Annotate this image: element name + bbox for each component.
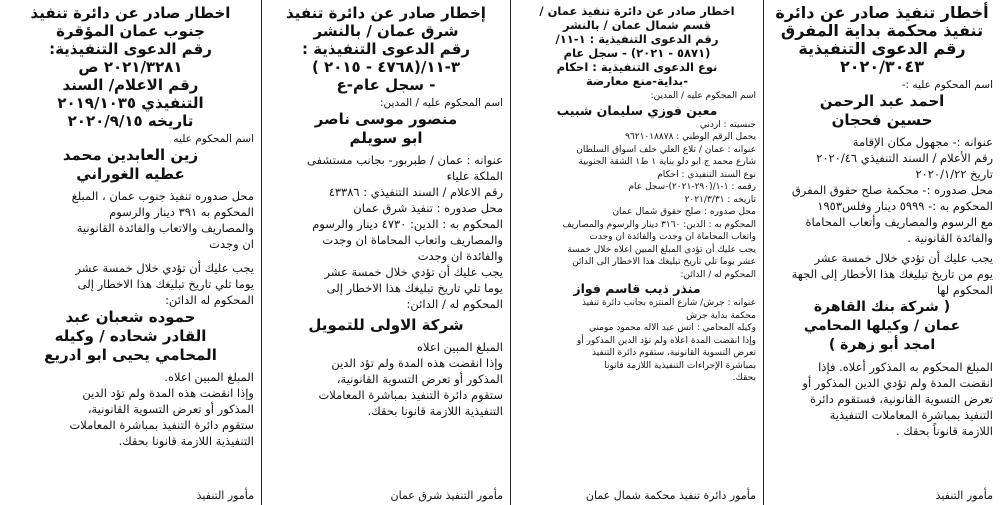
defendant-name: معين فوزي سليمان شبيب — [556, 102, 718, 118]
notice-closing: المبلغ المحكوم به المذكور أعلاه. فإذا انقضت المدة ولم تؤدي الدين المذكور أو تعرض التسوية القانونية، فستقوم دائرة التنفيذ بمباشرة المعاملات التنفيذية اللازمة قانوناً بحقك . — [802, 360, 993, 438]
notice-body: جنسيته : اردني يحمل الرقم الوطني : ٩٦٢١٠١٨٨٧٨ عنوانه : عمان / تلاع العلي خلف اسواق السلطان شارع محمد ج ابو دلو بناية ١ ط١ الشقة الجنوبية نوع السند التنفيذي : احكام رقمه : ١-١/(٢٩٠-٢٠٢١)-سجل عام تاريخه : ٢٠٢١/٣/٣١ محل صدوره : صلح حقوق شمال عمان المحكوم به : الدين: ٣١٦٠ دينار والرسوم والمصاريف واتعاب المحاماة ان وجدت والفائدة ان وجدت يجب عليك أن تؤدي المبلغ المبين اعلاه خلال خمسة عشر يوما تلي تاريخ تبليغك هذا الاخطار الى الدائن المحكوم له / الدائن: — [562, 119, 756, 280]
notice-title: اخطار صادر عن دائرة تنفيذ عمان / قسم شمال عمان / بالنشر رقم الدعوى التنفيذية : ١-١١/ (٥٨٧١ - ٢٠٢١) - سجل عام نوع الدعوى التنفيذية : احكام -بداية-منع معارضة — [539, 4, 735, 88]
notice-signature: مأمور التنفيذ — [935, 489, 993, 502]
notice-column-north-amman — [510, 0, 763, 505]
notice-title: أخطار تنفيذ صادر عن دائرة تنفيذ محكمة بداية المفرق رقم الدعوى التنفيذية ٢٠٢٠/٣٠٤٣ — [775, 3, 989, 76]
defendant-name: زين العابدين محمد عطيه الغوراني — [62, 146, 199, 183]
notice-body: عنوانه :- مجهول مكان الإقامة رقم الأعلام / السند التنفيذي ٢٠٢٠/٤٦ تاريخ ٢٠٢٠/١/٢٢ محل صدوره :- محكمة صلح حقوق المفرق المحكوم به :- ٥٩٩٩ دينار وفلس١٩٥٣ مع الرسوم والمصاريف وأتعاب المحاماة والفائدة القانونية . يجب عليك أن تؤدي خلال خمسة عشر يوم من تاريخ تبليغك هذا الأخطار إلى الجهة المحكوم لها — [791, 135, 993, 297]
creditor-name: حموده شعبان عبد القادر شحاده / وكيله المحامي يحيى ابو ادريع — [44, 308, 217, 364]
creditor-name: شركة الاولى للتمويل — [308, 316, 464, 334]
defendant-label: اسم المحكوم عليه / المدين: — [650, 91, 756, 101]
notice-column-mafraq — [763, 0, 1000, 505]
notice-column-south-amman — [0, 0, 261, 505]
creditor-name: ( شركة بنك القاهرة عمان / وكيلها المحامي امجد أبو زهرة ) — [803, 299, 961, 353]
notice-signature: مأمور دائرة تنفيذ محكمة شمال عمان — [585, 489, 756, 502]
notice-body: محل صدوره تنفيذ جنوب عمان ، المبلغ المحكوم به ٣٩١ دينار والرسوم والمصاريف والاتعاب والفائدة القانونية ان وجدت يجب عليك أن تؤدي خلال خمسة عشر يوما تلي تاريخ تبليغك هذا الاخطار إلى المحكوم له الدائن: — [71, 189, 254, 307]
defendant-label: اسم المحكوم عليه / المدين: — [380, 97, 503, 109]
notice-signature: مأمور التنفيذ شرق عمان — [390, 489, 503, 502]
notice-closing: المبلغ المبين اعلاه. وإذا انقضت هذه المدة ولم تؤد الدين المذكور أو تعرض التسوية القانونية، ستقوم دائرة التنفيذ بمباشرة المعاملات التنفيذية اللازمة قانونا بحقك. — [69, 370, 254, 448]
defendant-name: احمد عبد الرحمن حسين فحجان — [819, 92, 945, 129]
defendant-name: منصور موسى ناصر ابو سويلم — [314, 110, 458, 147]
notice-signature: مأمور التنفيذ — [196, 489, 254, 502]
defendant-label: اسم المحكوم عليه :- — [901, 79, 993, 91]
defendant-label: اسم المحكوم عليه — [173, 133, 254, 145]
notice-body: عنوانه : عمان / طبربور- بجانب مستشفى الملكة علياء رقم الاعلام / السند التنفيذي : ٤٣٣٨٦ محل صدوره : تنفيذ شرق عمان المحكوم به : الدين: ٤٧٣٠ دينار والرسوم والمصاريف واتعاب المحاماة ان وجدت والفائدة ان وجدت يجب عليك أن تؤدي خلال خمسة عشر يوما تلي تاريخ تبليغك هذا الاخطار إلى المحكوم له / الدائن: — [307, 153, 503, 311]
notice-closing: عنوانه : جرش/ شارع المنتزه بجانب دائرة تنفيذ محكمة بداية جرش وكيله المحامي : انس عبد الاله محمود مومني وإذا انقضت المدة اعلاه ولم تؤد الدين المذكور أو تعرض التسوية القانونية، ستقوم دائرة التنفيذ بمباشرة الإجراءات التنفيذية اللازمة قانونا بحقك. — [576, 298, 756, 383]
notice-title: إخطار صادر عن دائرة تنفيذ شرق عمان / بالنشر رقم الدعوى التنفيذية : ٣-١١/(٤٧٦٨ - ٢٠١٥ ) - سجل عام-ع — [286, 4, 486, 94]
notice-closing: المبلغ المبين اعلاه وإذا انقضت هذه المدة ولم تؤد الدين المذكور أو تعرض التسوية القانونية، ستقوم دائرة التنفيذ بمباشرة المعاملات التنفيذية اللازمة قانونا بحقك. — [318, 340, 503, 418]
creditor-name: منذر ذيب قاسم فواز — [573, 281, 701, 296]
notice-title: اخطار صادر عن دائرة تنفيذ جنوب عمان المؤقرة رقم الدعوى التنفيذية: ٢٠٢١/٣٢٨١ ص رقم الاعلام/ السند التنفيذي ٢٠١٩/١٠٣٥ تاريخه ٢٠٢٠/٩/١٥ — [30, 4, 231, 130]
notice-column-east-amman — [261, 0, 510, 505]
